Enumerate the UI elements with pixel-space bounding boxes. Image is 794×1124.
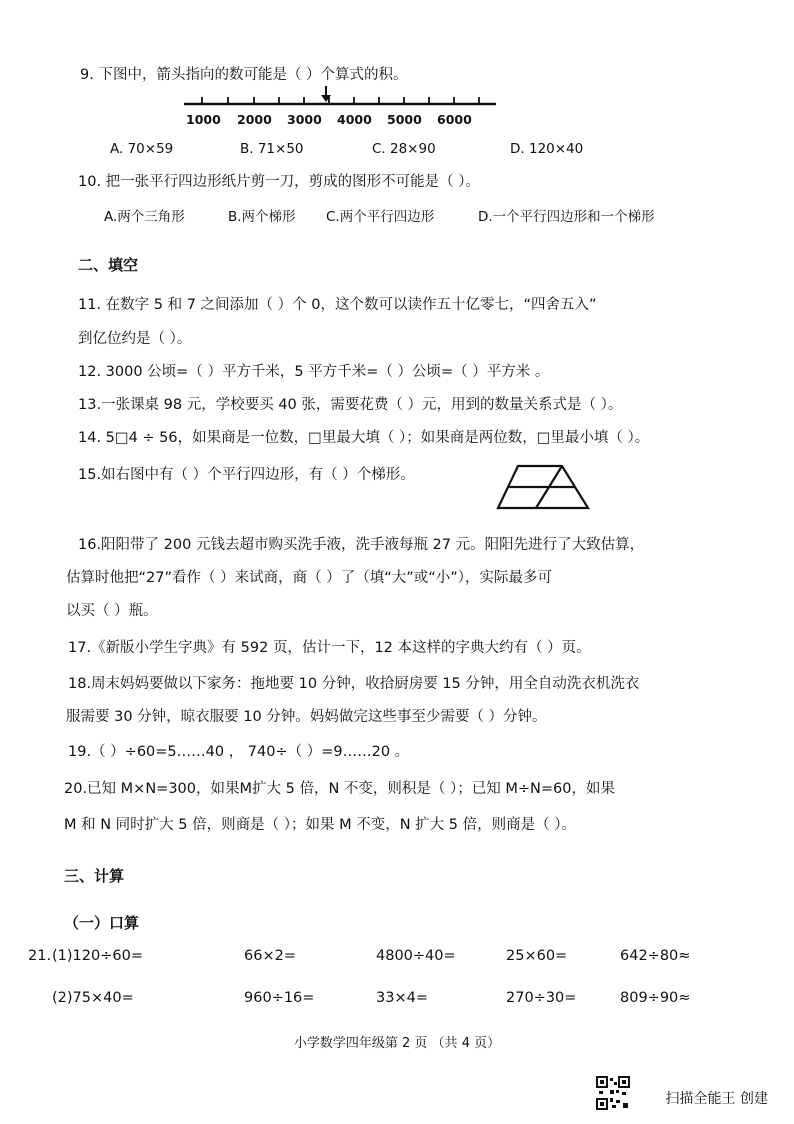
- number-line-tick-label: 5000: [387, 112, 422, 127]
- q10-option-b[interactable]: B.两个梯形: [228, 209, 296, 225]
- q11-line1: 11. 在数字 5 和 7 之间添加（ ）个 0，这个数可以读作五十亿零七，“四舍五入”: [78, 297, 597, 313]
- number-line-tick-label: 2000: [237, 112, 272, 127]
- q9-option-c[interactable]: C. 28×90: [372, 141, 436, 157]
- q21-row2-item: 960÷16=: [244, 990, 315, 1006]
- page-footer: 小学数学四年级第 2 页 （共 4 页）: [293, 1036, 501, 1051]
- subsection-heading-oral: （一）口算: [64, 914, 140, 932]
- q10-option-c[interactable]: C.两个平行四边形: [326, 209, 435, 225]
- q21-row1-item: (1)120÷60=: [52, 948, 143, 964]
- q17: 17.《新版小学生字典》有 592 页，估计一下，12 本这样的字典大约有（ ）页。: [68, 640, 591, 656]
- q21-row2-item: 809÷90≈: [620, 990, 691, 1006]
- section-heading-fill-in: 二、填空: [78, 256, 139, 274]
- qr-code-icon: [596, 1076, 630, 1110]
- q10-option-a[interactable]: A.两个三角形: [104, 209, 185, 225]
- q16-line3: 以买（ ）瓶。: [66, 603, 158, 619]
- q15: 15.如右图中有（ ）个平行四边形，有（ ）个梯形。: [78, 467, 415, 483]
- q10-option-d[interactable]: D.一个平行四边形和一个梯形: [478, 209, 655, 225]
- q12: 12. 3000 公顷=（ ）平方千米，5 平方千米=（ ）公顷=（ ）平方米 。: [78, 364, 550, 380]
- q13: 13.一张课桌 98 元，学校要买 40 张，需要花费（ ）元，用到的数量关系式是（ ）。: [78, 397, 623, 413]
- q18-line1: 18.周末妈妈要做以下家务：拖地要 10 分钟，收拾厨房要 15 分钟，用全自动洗衣机洗衣: [68, 676, 640, 692]
- q16-line2: 估算时他把“27”看作（ ）来试商，商（ ）了（填“大”或“小”），实际最多可: [66, 570, 552, 586]
- q21-row2-item: (2)75×40=: [52, 990, 134, 1006]
- scanner-watermark: 扫描全能王 创建: [665, 1091, 768, 1107]
- number-line-tick-label: 3000: [287, 112, 322, 127]
- trapezoid-figure: [496, 462, 592, 512]
- number-line-tick-label: 6000: [437, 112, 472, 127]
- q16-line1: 16.阳阳带了 200 元钱去超市购买洗手液，洗手液每瓶 27 元。阳阳先进行了大致估算，: [78, 537, 645, 553]
- q9-option-d[interactable]: D. 120×40: [510, 141, 584, 157]
- q14: 14. 5□4 ÷ 56，如果商是一位数，□里最大填（ ）；如果商是两位数，□里最小填（ ）。: [78, 430, 650, 446]
- q21-row1-item: 66×2=: [244, 948, 296, 964]
- q10-stem: 10. 把一张平行四边形纸片剪一刀，剪成的图形不可能是（ ）。: [78, 174, 481, 190]
- section-heading-calculation: 三、计算: [64, 867, 125, 885]
- q9-stem: 9. 下图中，箭头指向的数可能是（ ）个算式的积。: [80, 67, 408, 83]
- q9-option-b[interactable]: B. 71×50: [240, 141, 304, 157]
- q20-line2: M 和 N 同时扩大 5 倍，则商是（ ）；如果 M 不变，N 扩大 5 倍，则商是（ ）。: [64, 817, 576, 833]
- q9-option-a[interactable]: A. 70×59: [110, 141, 174, 157]
- q11-line2: 到亿位约是（ ）。: [78, 331, 192, 347]
- q21-row2-item: 33×4=: [376, 990, 428, 1006]
- q20-line1: 20.已知 M×N=300，如果M扩大 5 倍，N 不变，则积是（ ）；已知 M÷N=60，如果: [64, 781, 615, 797]
- q21-row2-item: 270÷30=: [506, 990, 577, 1006]
- q21-row1-item: 4800÷40=: [376, 948, 456, 964]
- q21-row1-item: 25×60=: [506, 948, 568, 964]
- q19: 19.（ ）÷60=5……40 ， 740÷（ ）=9……20 。: [68, 744, 410, 760]
- q18-line2: 服需要 30 分钟，晾衣服要 10 分钟。妈妈做完这些事至少需要（ ）分钟。: [66, 709, 547, 725]
- number-line-tick-label: 1000: [186, 112, 221, 127]
- number-line-tick-label: 4000: [337, 112, 372, 127]
- q21-label: 21.: [28, 948, 52, 964]
- q21-row1-item: 642÷80≈: [620, 948, 691, 964]
